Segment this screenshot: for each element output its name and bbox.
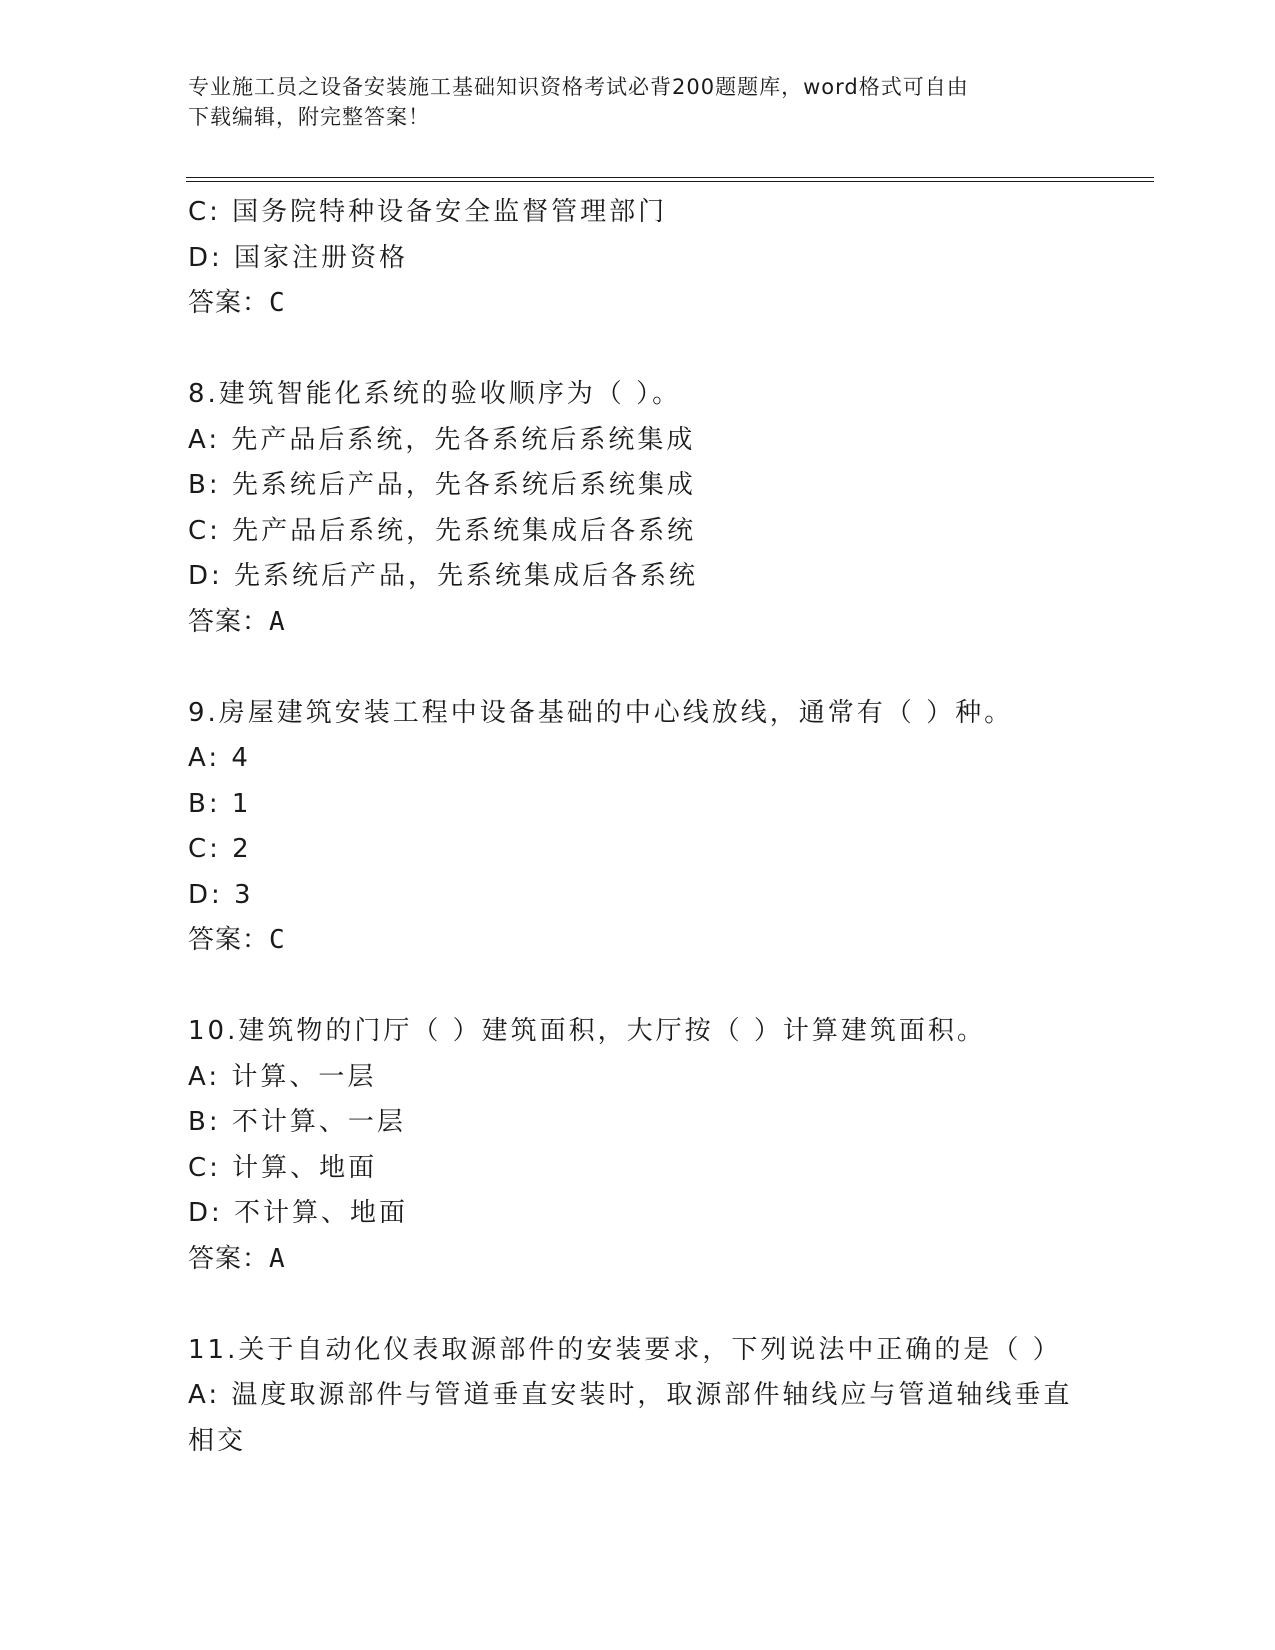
- option-d: D: 不计算、地面: [188, 1198, 409, 1228]
- question-stem: 9.房屋建筑安装工程中设备基础的中心线放线，通常有（ ）种。: [188, 697, 1014, 728]
- option-a-continued: 相交: [188, 1425, 247, 1456]
- question-stem: 11.关于自动化仪表取源部件的安装要求，下列说法中正确的是（ ）: [188, 1334, 1062, 1365]
- option-a: A: 先产品后系统，先各系统后系统集成: [188, 424, 696, 455]
- option-b: B: 1: [188, 788, 252, 819]
- question-block: [188, 372, 1088, 645]
- option-a: A: 4: [188, 743, 251, 773]
- option-d: D: 国家注册资格: [188, 242, 409, 273]
- question-content: [188, 190, 1088, 1464]
- option-b: B: 先系统后产品，先各系统后系统集成: [188, 470, 696, 500]
- header-line-1: 专业施工员之设备安装施工基础知识资格考试必背200题题库，word格式可自由: [188, 75, 969, 99]
- option-c: C: 计算、地面: [188, 1152, 378, 1183]
- option-c: C: 先产品后系统，先系统集成后各系统: [188, 515, 697, 546]
- question-stem: 10.建筑物的门厅（ ）建筑面积，大厅按（ ）计算建筑面积。: [188, 1016, 986, 1046]
- option-a: A: 温度取源部件与管道垂直安装时，取源部件轴线应与管道轴线垂直: [188, 1380, 1073, 1410]
- option-c: C: 国务院特种设备安全监督管理部门: [188, 197, 668, 227]
- answer-line: 答案：A: [188, 1243, 286, 1274]
- answer-line: 答案：C: [188, 925, 286, 955]
- header-divider-top: [186, 177, 1154, 178]
- question-block: [188, 1328, 1088, 1465]
- option-b: B: 不计算、一层: [188, 1107, 406, 1137]
- question-block: [188, 691, 1088, 964]
- spacer: [188, 964, 1088, 1010]
- option-a: A: 计算、一层: [188, 1061, 377, 1092]
- answer-line: 答案：C: [188, 288, 286, 318]
- option-c: C: 2: [188, 834, 252, 864]
- answer-line: 答案：A: [188, 606, 286, 637]
- question-block: [188, 1009, 1088, 1282]
- question-stem: 8.建筑智能化系统的验收顺序为（ ）。: [188, 379, 682, 409]
- option-d: D: 3: [188, 879, 254, 910]
- header-divider-bottom: [186, 181, 1154, 182]
- document-header: [188, 72, 1088, 132]
- spacer: [188, 327, 1088, 373]
- spacer: [188, 645, 1088, 691]
- option-d: D: 先系统后产品，先系统集成后各系统: [188, 561, 699, 591]
- header-line-2: 下载编辑，附完整答案！: [188, 105, 430, 129]
- spacer: [188, 1282, 1088, 1328]
